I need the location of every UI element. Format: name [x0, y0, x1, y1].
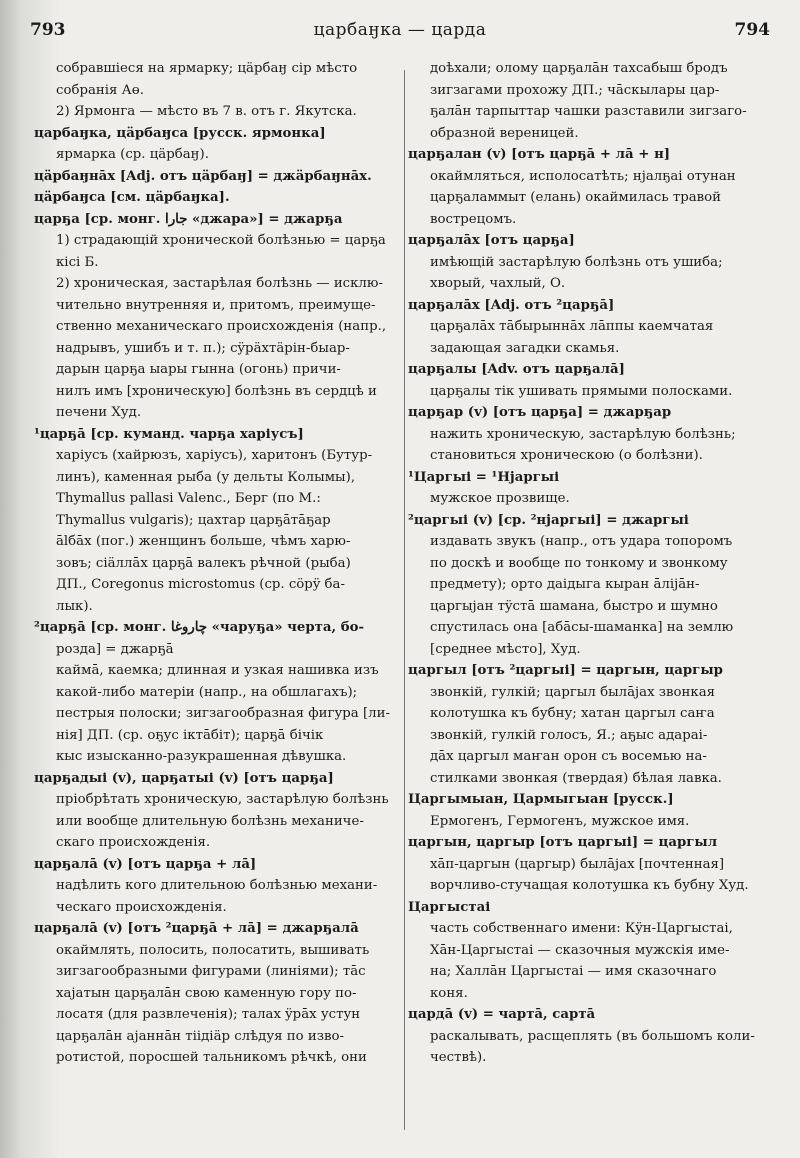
entry-line: зигзагами прохожу ДП.; чāскылары цар-	[430, 82, 720, 98]
entry-line: розда] = джарҕā	[56, 641, 174, 657]
entry-line: задающая загадки скамья.	[430, 340, 620, 356]
entry-line: хāп-царгын (царгыр) былājах [почтенная]	[430, 856, 725, 872]
entry-line: имѣющій застарѣлую болѣзнь отъ ушиба;	[430, 254, 723, 270]
entry-line: [среднее мѣсто], Худ.	[430, 641, 581, 657]
entry-line: надрывъ, ушибъ и т. п.); сÿрäхтäрін-быар-	[56, 340, 350, 356]
headword-line: царбаӈка, цäрбаӈса [русск. ярмонка]	[34, 125, 326, 141]
entry-line: ДП., Coregonus microstomus (ср. сöрÿ ба-	[56, 577, 345, 592]
entry-line: царҕалы тік ушивать прямыми полосками.	[430, 383, 733, 399]
entry-line: нилъ имъ [хроническую] болѣзнь въ сердцѣ и	[56, 383, 377, 399]
entry-line: доѣхали; олому царҕалāн тахсабыш бродъ	[430, 61, 728, 76]
entry-line: окаймляться, исполосатѣть; нjалҕаi отунан	[430, 168, 736, 184]
entry-line: царҕалāн аjаннāн тіідіäр слѣдуя по изво-	[56, 1028, 344, 1044]
entry-line: 1) страдающій хронической болѣзнью = царҕа	[56, 233, 386, 248]
running-title: царбаӈка — царда	[313, 20, 487, 40]
right-column	[408, 58, 768, 1069]
entry-line: царҕаламмыт (елань) окаймилась травой	[430, 190, 721, 205]
column-divider	[404, 70, 405, 1130]
entry-line: хаjатын царҕалāн свою каменную гору по-	[56, 985, 357, 1001]
entry-line: собранія Аө.	[56, 82, 144, 98]
left-page-number: 793	[30, 20, 66, 40]
entry-line: звонкій, гулкій голосъ, Я.; аҕыс адараі-	[430, 727, 708, 743]
entry-line: ярмарка (ср. цäрбаӈ).	[56, 147, 209, 162]
entry-line: Хāн-Царгыстаі — сказочныя мужскія име-	[430, 942, 730, 958]
headword-line: царҕа [ср. монг. ﺟﺎﺭﺍ «джара»] = джарҕа	[34, 211, 343, 227]
entry-line: пріобрѣтать хроническую, застарѣлую болѣзнь	[56, 792, 389, 807]
entry-line: зигзагообразными фигурами (линіями); тāс	[56, 964, 366, 979]
headword-line: царгыл [отъ ²царгыі] = царгын, царгыр	[408, 663, 723, 678]
entry-line: стилками звонкая (твердая) бѣлая лавка.	[430, 770, 722, 786]
entry-line: каймā, каемка; длинная и узкая нашивка изъ	[56, 663, 379, 678]
headword-line: царҕалā (v) [отъ царҕа + лā]	[34, 856, 257, 872]
entry-line: ротистой, поросшей тальникомъ рѣчкѣ, они	[56, 1050, 367, 1065]
entry-line: окаймлять, полосить, полосатить, вышивать	[56, 942, 370, 958]
entry-line: лосатя (для развлеченія); талах ÿрāх устун	[56, 1007, 361, 1022]
entry-line: ческаго происхожденія.	[56, 899, 227, 915]
entry-line: Ермогенъ, Гермогенъ, мужское имя.	[430, 813, 690, 829]
entry-line: ālбāх (пог.) женщинъ больше, чѣмъ харю-	[56, 534, 351, 549]
entry-line: вострецомъ.	[430, 211, 517, 227]
entry-line: дāх царгыл маҥан орон съ восемью на-	[430, 749, 707, 764]
entry-line: колотушка къ бубну; хатан царгыл саҥа	[430, 706, 715, 721]
headword-line: царҕадыі (v), царҕатыі (v) [отъ царҕа]	[34, 770, 334, 786]
entry-line: хворый, чахлый, О.	[430, 276, 566, 291]
entry-line: собравшіеся на ярмарку; цäрбаӈ сір мѣсто	[56, 61, 358, 76]
entry-line: предмету); орто даідыга кыран āліjāн-	[430, 577, 700, 592]
headword-line: ²царҕā [ср. монг. ﭼﺎﺭﻭﻏﺎ «чаруҕа» черта, бо-	[34, 620, 365, 635]
headword-line: царҕалан (v) [отъ царҕā + лā + н]	[408, 147, 671, 162]
entry-line: ственно механическаго происхожденія (напр.,	[56, 319, 387, 334]
right-page-number: 794	[734, 20, 770, 40]
entry-line: пестрыя полоски; зигзагообразная фигура [ли-	[56, 706, 390, 721]
headword-line: царгын, царгыр [отъ царгыі] = царгыл	[408, 835, 718, 850]
headword-line: цардā (v) = чартā, сартā	[408, 1007, 596, 1022]
entry-line: по доскѣ и вообще по тонкому и звонкому	[430, 555, 728, 571]
entry-line: нажить хроническую, застарѣлую болѣзнь;	[430, 426, 736, 442]
entry-line: лык).	[56, 598, 93, 614]
entry-line: царгыjан тÿстā шамана, быстро и шумно	[430, 598, 718, 614]
entry-line: 2) хроническая, застарѣлая болѣзнь — исклю-	[56, 276, 383, 291]
entry-line: становиться хроническою (о болѣзни).	[430, 448, 703, 463]
entry-line: царҕалāх тāбырыннāх лāппы каемчатая	[430, 319, 714, 334]
entry-line: спустилась она [абāсы-шаманка] на землю	[430, 620, 734, 635]
headword-line: царҕалы [Adv. отъ царҕалā]	[408, 362, 625, 377]
entry-line: скаго происхожденія.	[56, 835, 211, 850]
entry-line: кыс изысканно-разукрашенная дѣвушка.	[56, 749, 347, 764]
entry-line: мужское прозвище.	[430, 491, 570, 506]
headword-line: ²царгыі (v) [ср. ²нjаргыі] = джаргыі	[408, 512, 689, 528]
entry-line: ворчливо-стучащая колотушка къ бубну Худ.	[430, 878, 749, 893]
entry-line: или вообще длительную болѣзнь механиче-	[56, 813, 364, 829]
entry-line: нія] ДП. (ср. оҕус іктāбіт); царҕā бічік	[56, 727, 324, 743]
headword-line: царҕалāх [отъ царҕа]	[408, 233, 575, 248]
entry-line: ҕалāн тарпыттар чашки разставили зигзаго-	[430, 104, 747, 119]
entry-line: чествѣ).	[430, 1050, 487, 1065]
entry-line: чительно внутренняя и, притомъ, преимуще-	[56, 297, 376, 313]
headword-line: царҕар (v) [отъ царҕа] = джарҕар	[408, 405, 672, 420]
headword-line: царҕалā (v) [отъ ²царҕā + лā] = джарҕалā	[34, 921, 359, 936]
entry-line: звонкій, гулкій; царгыл былājах звонкая	[430, 684, 716, 700]
entry-line: издавать звукъ (напр., отъ удара топоромъ	[430, 534, 733, 549]
entry-line: какой-либо матеріи (напр., на обшлагахъ);	[56, 684, 358, 700]
headword-line: ¹царҕā [ср. куманд. чарҕа харіусъ]	[34, 426, 304, 442]
entry-line: надѣлить кого длительною болѣзнью механи-	[56, 878, 378, 893]
entry-line: Thymallus vulgaris); цахтар царҕāтāҕар	[56, 512, 331, 528]
entry-line: Thymallus pallasi Valenc., Берг (по М.:	[56, 491, 321, 506]
entry-line: зовъ; сіäллāх царҕā валекъ рѣчной (рыба)	[56, 555, 351, 571]
entry-line: линъ), каменная рыба (у дельты Колымы),	[56, 469, 356, 485]
page-header	[30, 20, 770, 48]
headword-line: Царгыстаі	[408, 899, 491, 915]
entry-line: дарын царҕа ыары гынна (огонь) причи-	[56, 362, 341, 377]
entry-line: 2) Ярмонга — мѣсто въ 7 в. отъ г. Якутска.	[56, 104, 357, 119]
headword-line: Царгымыан, Цармыгыан [русск.]	[408, 792, 674, 807]
entry-line: коня.	[430, 985, 468, 1001]
entry-line: на; Халлāн Царгыстаі — имя сказочнаго	[430, 964, 717, 979]
entry-line: харіусъ (хайрюзъ, харіусъ), харитонъ (Бутур-	[56, 448, 373, 463]
entry-line: часть собственнаго имени: Кÿн-Царгыстаі,	[430, 921, 733, 936]
entry-line: раскалывать, расщеплять (въ большомъ коли-	[430, 1028, 755, 1044]
entry-line: кісі Б.	[56, 254, 99, 270]
entry-line: образной вереницей.	[430, 125, 579, 141]
left-column	[34, 58, 402, 1069]
headword-line: цäрбаӈнāх [Adj. отъ цäрбаӈ] = джäрбаӈнāх.	[34, 168, 372, 184]
entry-line: печени Худ.	[56, 405, 142, 420]
headword-line: царҕалāх [Adj. отъ ²царҕā]	[408, 297, 615, 313]
headword-line: цäрбаӈса [см. цäрбаӈка].	[34, 190, 230, 205]
headword-line: ¹Царгыі = ¹Нjаргыі	[408, 469, 560, 485]
